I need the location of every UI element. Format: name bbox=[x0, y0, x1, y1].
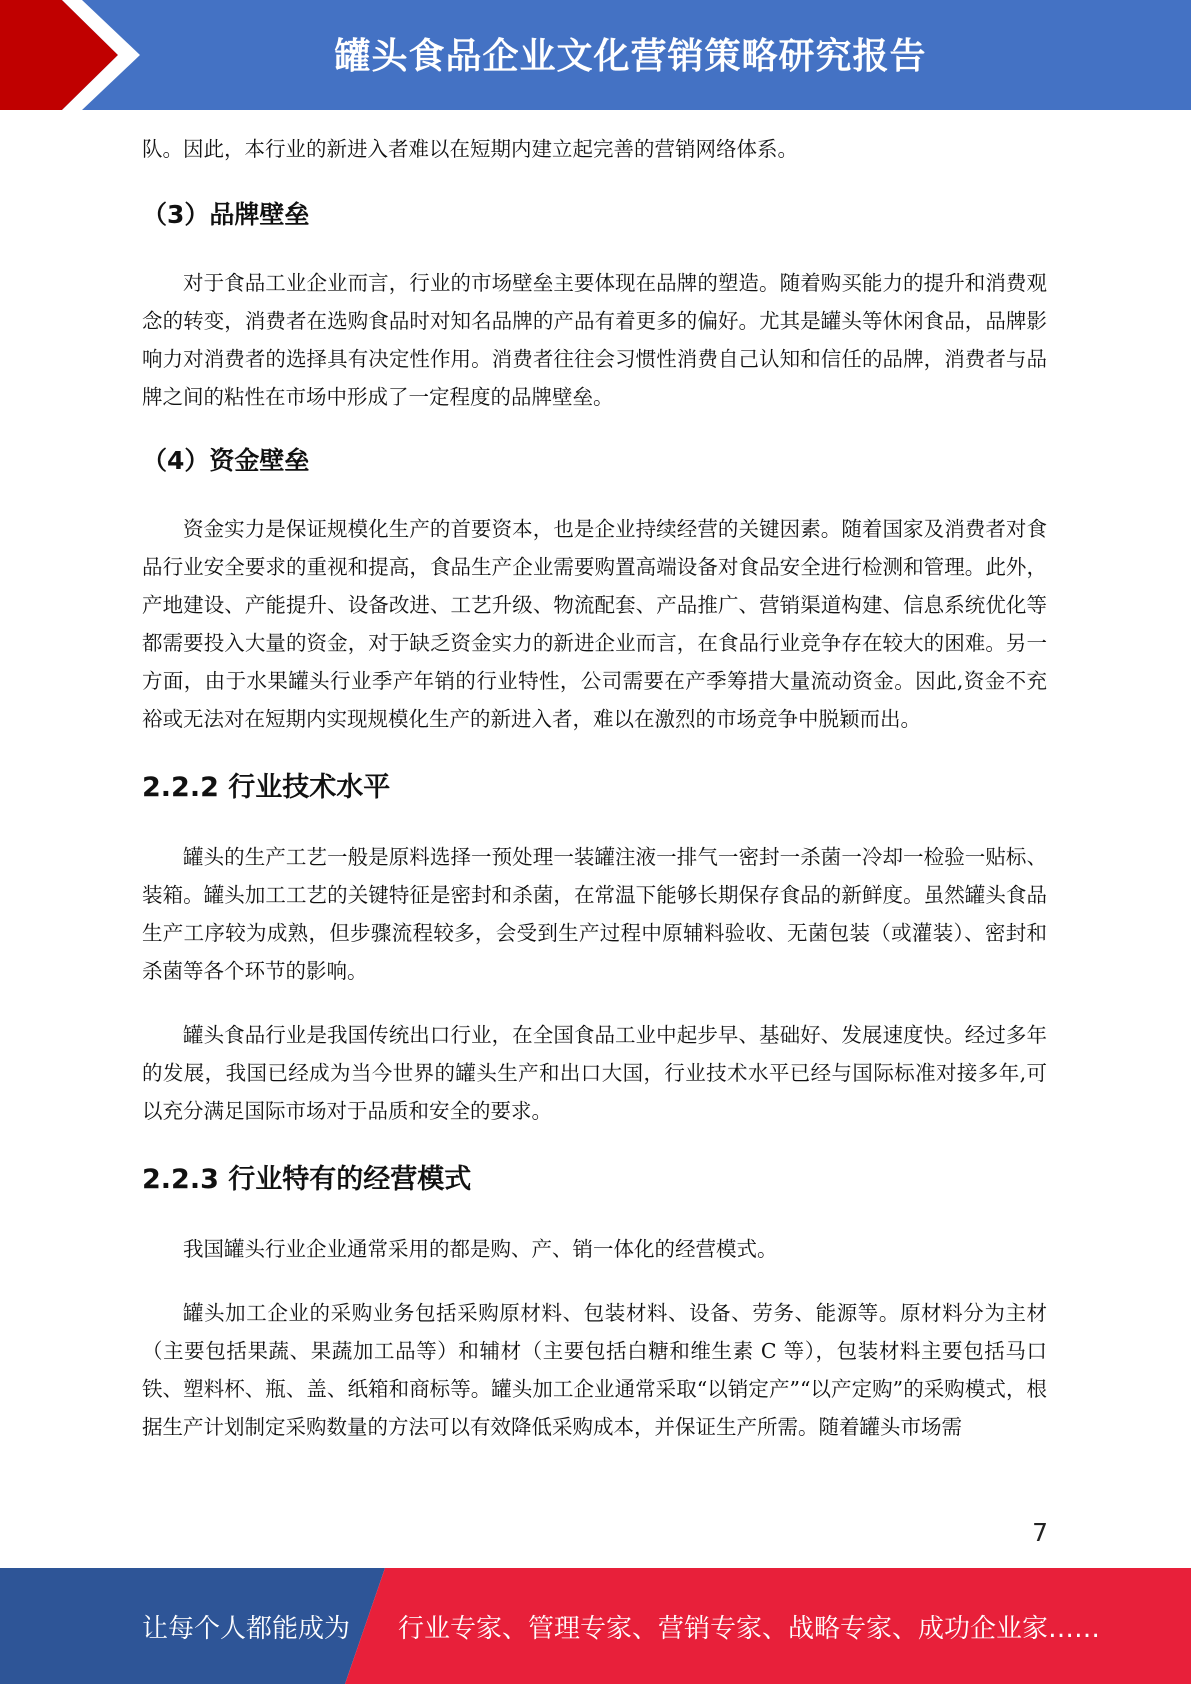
footer-slogan-right: 行业专家、管理专家、营销专家、战略专家、成功企业家…… bbox=[398, 1614, 1101, 1644]
paragraph-tech-process: 罐头的生产工艺一般是原料选择一预处理一装罐注液一排气一密封一杀菌一冷却一检验一贴标、装箱。罐头加工工艺的关键特征是密封和杀菌，在常温下能够长期保存食品的新鲜度。虽然罐头食品生产工序较为成熟，但步骤流程较多，会受到生产过程中原辅料验收、无菌包装（或灌装）、密封和杀菌等各个环节的影响。 bbox=[142, 845, 1047, 983]
page-number: 7 bbox=[1032, 1518, 1048, 1547]
paragraph-business-procurement: 罐头加工企业的采购业务包括采购原材料、包装材料、设备、劳务、能源等。原材料分为主材（主要包括果蔬、果蔬加工品等）和辅材（主要包括白糖和维生素 C 等），包装材料主要包括马口铁、塑料杯、瓶、盖、纸箱和商标等。罐头加工企业通常采取“以销定产”“以产定购”的采购模式，根据生产计划制定采购数量的方法可以有效降低采购成本，并保证生产所需。随着罐头市场需 bbox=[142, 1301, 1047, 1439]
heading-brand-barrier: （3）品牌壁垒 bbox=[142, 200, 310, 229]
paragraph-business-model-intro: 我国罐头行业企业通常采用的都是购、产、销一体化的经营模式。 bbox=[183, 1237, 778, 1261]
paragraph-tech-industry: 罐头食品行业是我国传统出口行业，在全国食品工业中起步早、基础好、发展速度快。经过多年的发展，我国已经成为当今世界的罐头生产和出口大国，行业技术水平已经与国际标准对接多年,可以充分满足国际市场对于品质和安全的要求。 bbox=[142, 1023, 1047, 1123]
heading-business-model: 2.2.3 行业特有的经营模式 bbox=[142, 1164, 472, 1195]
paragraph-brand-barrier: 对于食品工业企业而言，行业的市场壁垒主要体现在品牌的塑造。随着购买能力的提升和消费观念的转变，消费者在选购食品时对知名品牌的产品有着更多的偏好。尤其是罐头等休闲食品，品牌影响力对消费者的选择具有决定性作用。消费者往往会习惯性消费自己认知和信任的品牌，消费者与品牌之间的粘性在市场中形成了一定程度的品牌壁垒。 bbox=[142, 271, 1047, 409]
document-title: 罐头食品企业文化营销策略研究报告 bbox=[334, 36, 927, 77]
header-band bbox=[0, 0, 1191, 110]
footer-slogan-left: 让每个人都能成为 bbox=[142, 1614, 351, 1644]
footer-band bbox=[0, 1568, 1191, 1684]
heading-capital-barrier: （4）资金壁垒 bbox=[142, 446, 310, 475]
paragraph-continuation: 队。因此，本行业的新进入者难以在短期内建立起完善的营销网络体系。 bbox=[142, 137, 798, 161]
page-content bbox=[142, 130, 1047, 1446]
heading-tech-level: 2.2.2 行业技术水平 bbox=[142, 772, 391, 803]
paragraph-capital-barrier: 资金实力是保证规模化生产的首要资本，也是企业持续经营的关键因素。随着国家及消费者对食品行业安全要求的重视和提高，食品生产企业需要购置高端设备对食品安全进行检测和管理。此外，产地建设、产能提升、设备改进、工艺升级、物流配套、产品推广、营销渠道构建、信息系统优化等都需要投入大量的资金，对于缺乏资金实力的新进企业而言，在食品行业竞争存在较大的困难。另一方面，由于水果罐头行业季产年销的行业特性，公司需要在产季筹措大量流动资金。因此,资金不充裕或无法对在短期内实现规模化生产的新进入者，难以在激烈的市场竞争中脱颖而出。 bbox=[142, 517, 1047, 731]
